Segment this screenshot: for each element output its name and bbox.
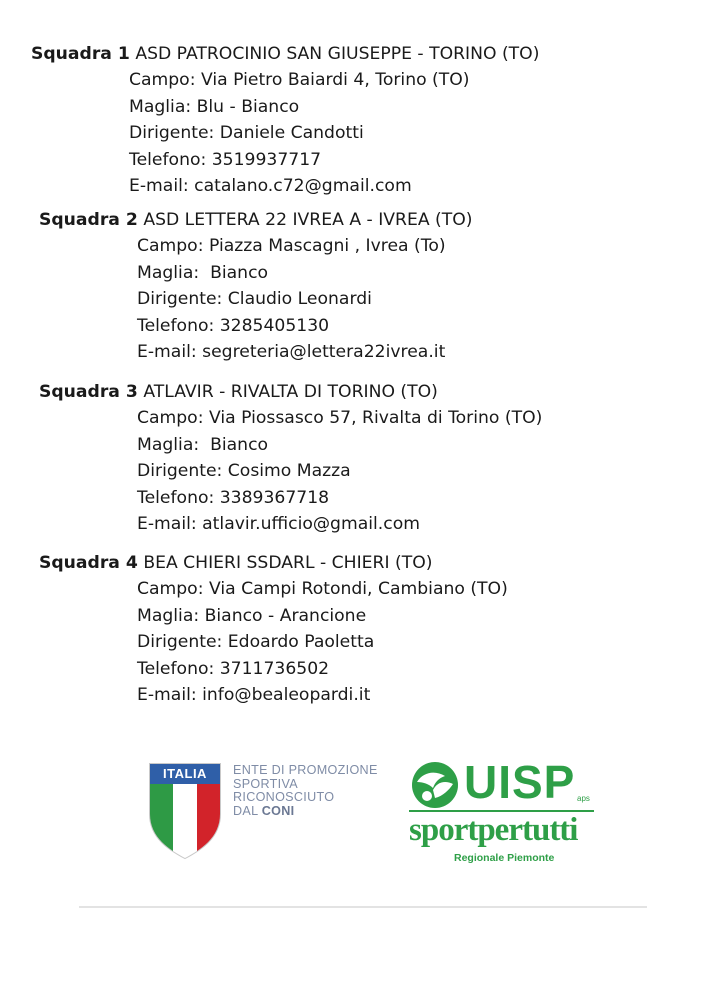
team-telefono: Telefono: 3519937717 [129, 149, 322, 170]
uisp-wordmark: UISP [464, 756, 576, 808]
team-dirigente: Dirigente: Claudio Leonardi [137, 289, 372, 310]
coni-line-1: ENTE DI PROMOZIONE [233, 763, 378, 777]
coni-line-2: SPORTIVA [233, 776, 298, 791]
coni-recognition-text [233, 764, 378, 818]
footer-logos [79, 748, 647, 908]
team-heading [39, 379, 542, 405]
italia-logo-text: ITALIA [163, 766, 207, 781]
coni-line-4 [233, 805, 378, 819]
team-campo: Campo: Via Pietro Baiardi 4, Torino (TO) [129, 70, 470, 91]
uisp-tagline: sportpertutti [409, 812, 578, 848]
coni-line-3: RICONOSCIUTO [233, 790, 335, 805]
team-heading [31, 41, 539, 67]
team-email: E-mail: catalano.c72@gmail.com [129, 176, 412, 197]
uisp-logo [409, 754, 599, 872]
team-label: Squadra 1 [31, 44, 130, 64]
team-label: Squadra 3 [39, 382, 138, 402]
coni-line-4-strong: CONI [261, 803, 295, 818]
team-name: ASD PATROCINIO SAN GIUSEPPE - TORINO (TO) [135, 44, 540, 64]
team-email: E-mail: info@bealeopardi.it [137, 685, 371, 706]
team-telefono: Telefono: 3711736502 [137, 658, 330, 679]
team-campo: Campo: Via Piossasco 57, Rivalta di Torino (TO) [137, 408, 543, 429]
team-block-2 [39, 207, 473, 365]
italia-shield-icon [148, 762, 222, 860]
team-name: ATLAVIR - RIVALTA DI TORINO (TO) [143, 382, 438, 402]
team-maglia: Maglia: Bianco - Arancione [137, 605, 367, 626]
team-block-4 [39, 550, 508, 708]
team-dirigente: Dirigente: Edoardo Paoletta [137, 632, 375, 653]
team-campo: Campo: Via Campi Rotondi, Cambiano (TO) [137, 579, 508, 600]
uisp-emblem-icon [409, 760, 461, 810]
team-telefono: Telefono: 3389367718 [137, 487, 330, 508]
team-telefono: Telefono: 3285405130 [137, 315, 330, 336]
team-heading [39, 550, 508, 576]
team-heading [39, 207, 473, 233]
team-campo: Campo: Piazza Mascagni , Ivrea (To) [137, 236, 446, 257]
team-block-3 [39, 379, 542, 537]
team-email: E-mail: segreteria@lettera22ivrea.it [137, 342, 446, 363]
uisp-aps-label: aps [577, 794, 590, 803]
team-email: E-mail: atlavir.ufficio@gmail.com [137, 514, 420, 535]
team-maglia: Maglia: Bianco [137, 262, 269, 283]
team-label: Squadra 4 [39, 553, 138, 573]
team-dirigente: Dirigente: Daniele Candotti [129, 123, 364, 144]
team-name: ASD LETTERA 22 IVREA A - IVREA (TO) [143, 210, 473, 230]
uisp-region: Regionale Piemonte [454, 852, 555, 864]
team-maglia: Maglia: Blu - Bianco [129, 96, 300, 117]
team-block-1 [31, 41, 539, 199]
team-dirigente: Dirigente: Cosimo Mazza [137, 461, 351, 482]
team-label: Squadra 2 [39, 210, 138, 230]
coni-line-4-prefix: DAL [233, 803, 262, 818]
team-name: BEA CHIERI SSDARL - CHIERI (TO) [143, 553, 433, 573]
team-maglia: Maglia: Bianco [137, 434, 269, 455]
